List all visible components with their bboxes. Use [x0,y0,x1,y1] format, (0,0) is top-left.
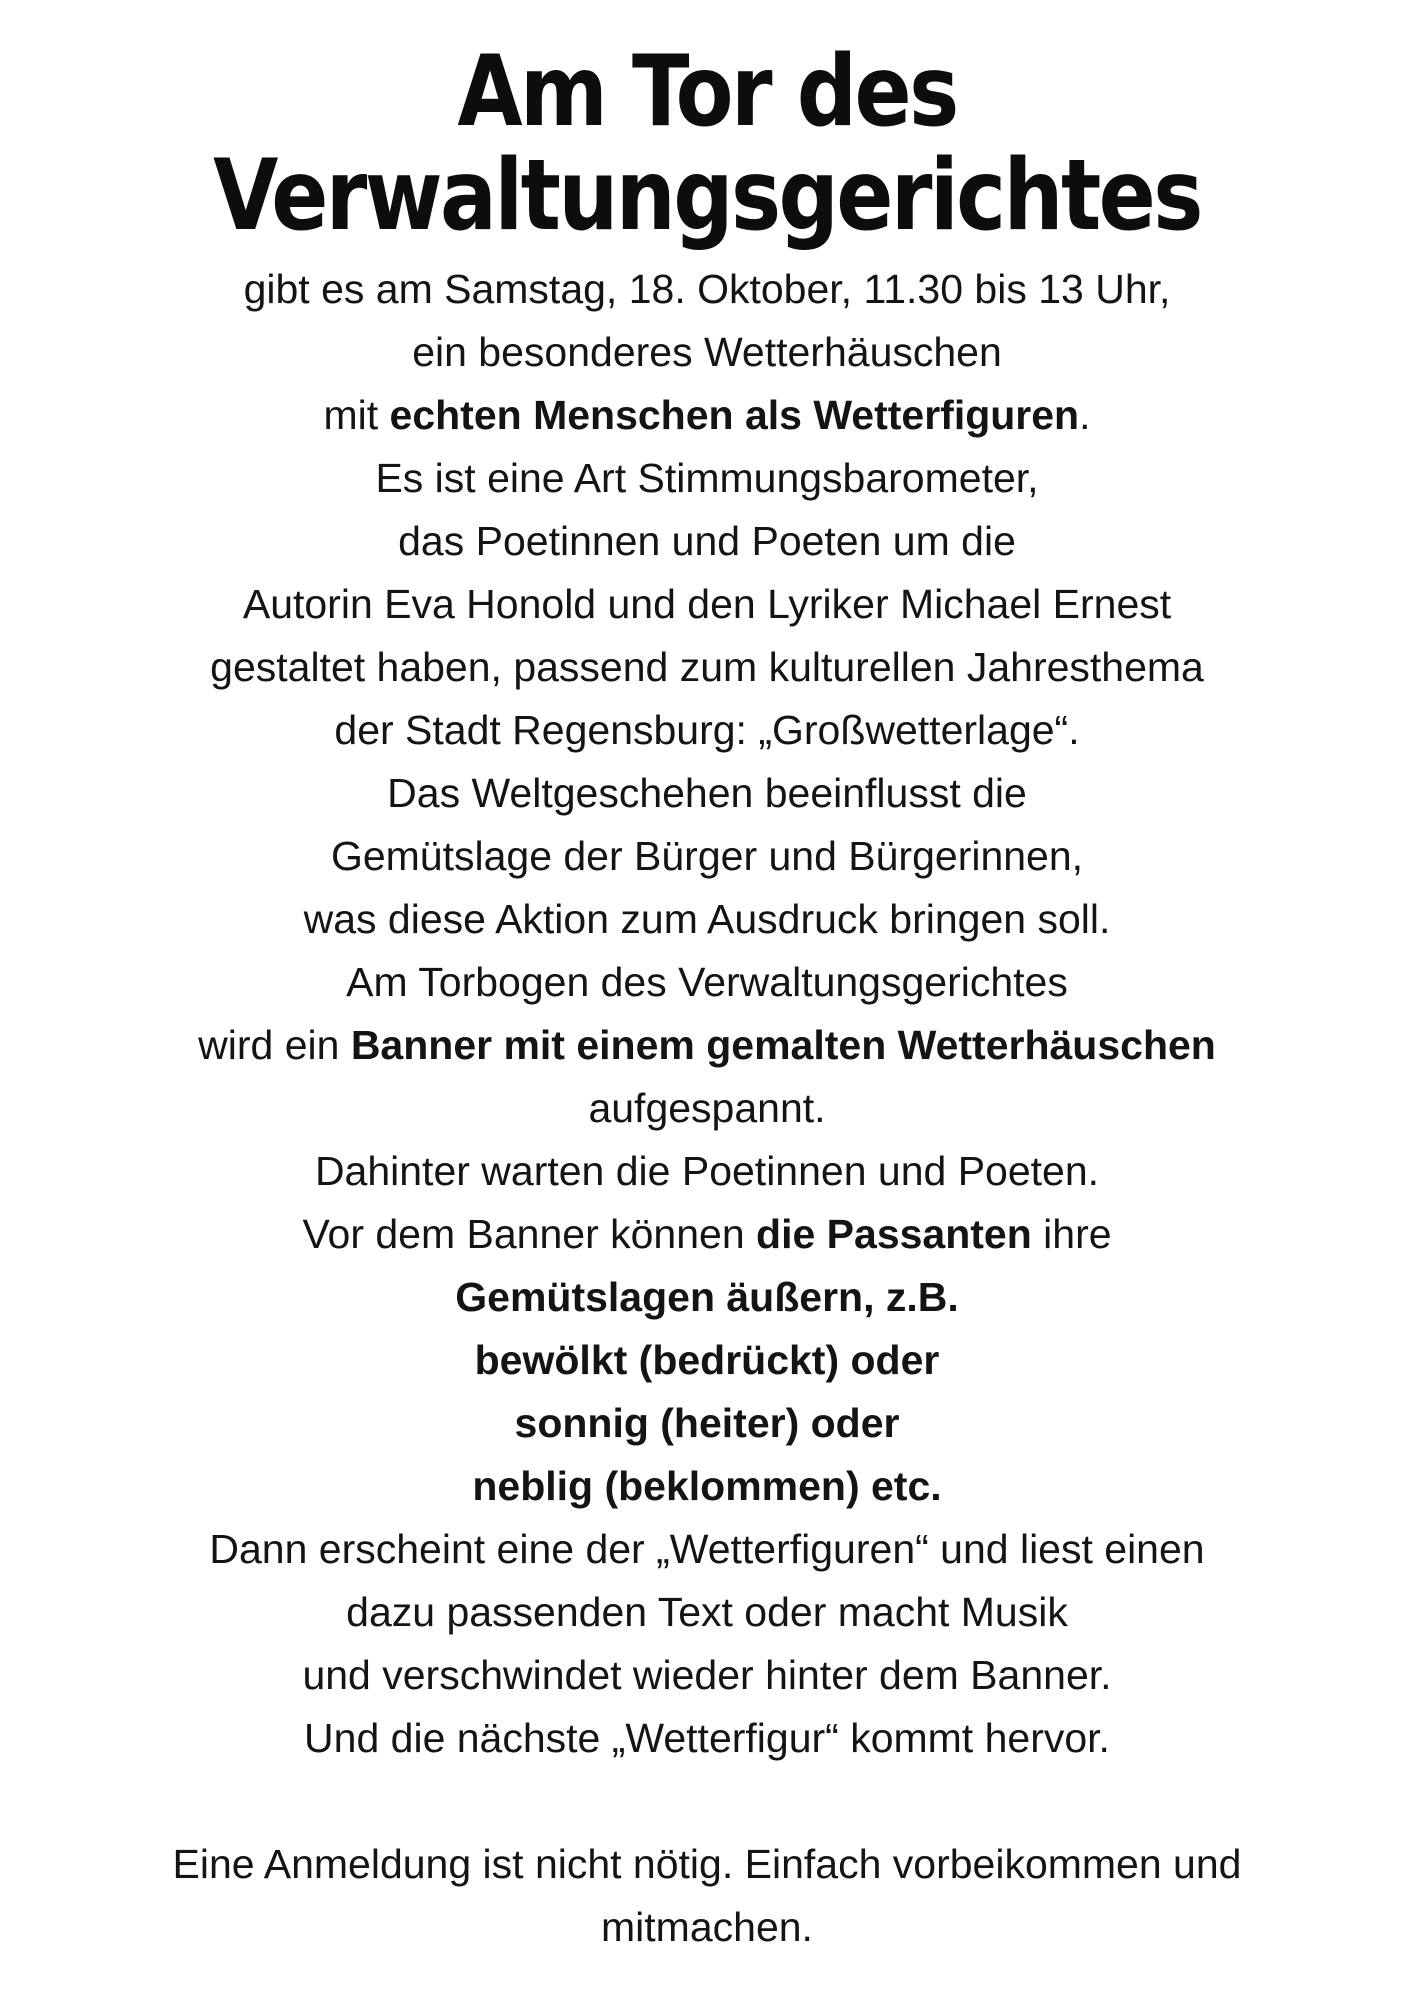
footer-note [0,1833,1414,1959]
page-title [99,0,1315,253]
bold-text: sonnig (heiter) oder [514,1400,900,1446]
text-line [0,1329,1414,1392]
bold-text: bewölkt (bedrückt) oder [474,1337,940,1383]
bold-text: neblig (beklommen) etc. [472,1463,942,1509]
text-line: das Poetinnen und Poeten um die [398,518,1016,564]
text-segment: . [1079,392,1091,438]
title-line-1: Am Tor des [457,35,957,149]
footer-line-1: Eine Anmeldung ist nicht nötig. Einfach vorbeikommen und [172,1841,1242,1887]
text-line: der Stadt Regensburg: „Großwetterlage“. [334,707,1080,753]
text-line: Das Weltgeschehen beeinflusst die [387,770,1027,816]
text-line [0,1455,1414,1518]
text-segment: ihre [1031,1211,1112,1257]
text-line: Es ist eine Art Stimmungsbarometer, [375,455,1039,501]
text-segment: mit [323,392,390,438]
bold-text: Banner mit einem gemalten Wetterhäuschen [350,1022,1216,1068]
text-line: gestaltet haben, passend zum kulturellen Jahresthema [210,644,1204,690]
text-segment: Vor dem Banner können [302,1211,757,1257]
text-line: Autorin Eva Honold und den Lyriker Michael Ernest [242,581,1172,627]
text-line: Und die nächste „Wetterfigur“ kommt hervor. [304,1715,1110,1761]
text-line: und verschwindet wieder hinter dem Banner. [302,1652,1112,1698]
spacer [0,1770,1414,1833]
text-line [0,1392,1414,1455]
text-line: Gemütslage der Bürger und Bürgerinnen, [330,833,1084,879]
text-line: Dahinter warten die Poetinnen und Poeten. [314,1148,1100,1194]
text-line: ein besonderes Wetterhäuschen [412,329,1002,375]
text-line [0,1014,1414,1077]
text-line: aufgespannt. [588,1085,826,1131]
text-line [0,1266,1414,1329]
text-segment: wird ein [198,1022,351,1068]
text-line: was diese Aktion zum Ausdruck bringen soll. [303,896,1111,942]
bold-text: echten Menschen als Wetterfiguren [389,392,1080,438]
bold-text: Gemütslagen äußern, z.B. [455,1274,959,1320]
text-line: gibt es am Samstag, 18. Oktober, 11.30 bis 13 Uhr, [243,266,1171,312]
text-line: Am Torbogen des Verwaltungsgerichtes [346,959,1068,1005]
text-line [0,1203,1414,1266]
text-line: Dann erscheint eine der „Wetterfiguren“ und liest einen [209,1526,1205,1572]
text-line [0,384,1414,447]
text-line: dazu passenden Text oder macht Musik [346,1589,1068,1635]
bold-text: die Passanten [756,1211,1032,1257]
body-text [0,258,1414,1770]
footer-line-2: mitmachen. [601,1904,813,1950]
title-line-2: Verwaltungsgerichtes [213,139,1201,253]
